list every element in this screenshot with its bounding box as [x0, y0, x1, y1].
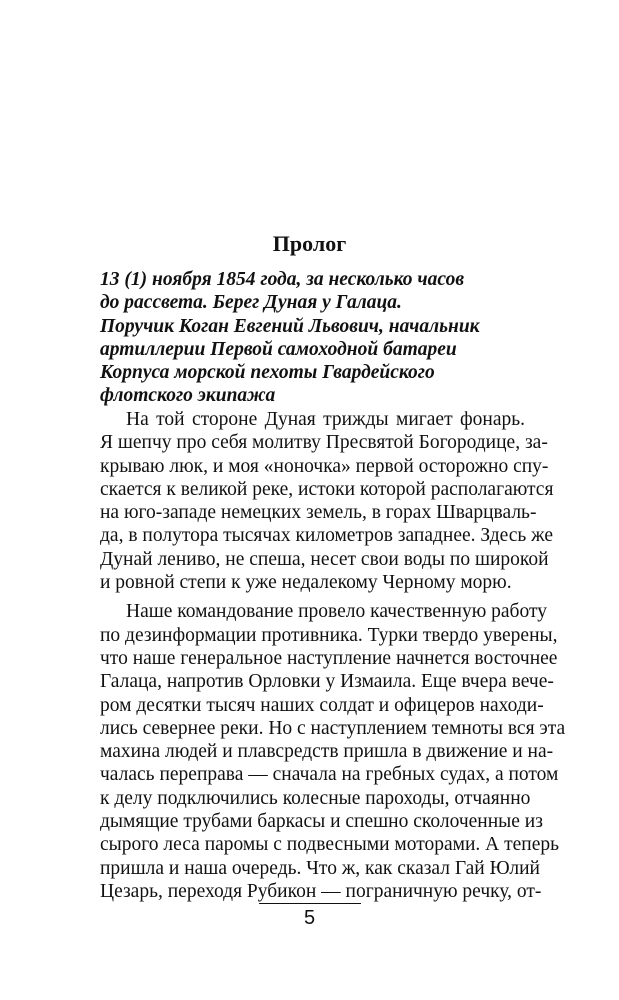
text-line: пришла и наша очередь. Что ж, как сказал Гай Юлий	[100, 857, 540, 879]
text-line: ром десятки тысяч наших солдат и офицеров находи-	[100, 694, 544, 716]
text-line: крываю люк, и моя «ноночка» первой осторожно спу-	[100, 455, 549, 477]
paragraph	[100, 600, 566, 903]
text-line: скается к великой реке, истоки которой располагаются	[100, 478, 554, 500]
text-line: на юго-западе немецких земель, в горах Шварцваль-	[100, 502, 537, 524]
paragraph	[100, 408, 554, 594]
text-line: да, в полутора тысячах километров западнее. Здесь же	[100, 525, 554, 547]
text-line: На той стороне Дуная трижды мигает фонарь.	[126, 409, 525, 430]
text-line: махина людей и плавсредств пришла в движение и на-	[100, 741, 554, 763]
epigraph-line: 13 (1) ноября 1854 года, за несколько часов	[100, 269, 465, 290]
text-line: Дунай лениво, не спеша, несет свои воды по широкой	[100, 548, 549, 570]
text-line: дымящие трубами баркасы и спешно сколоченные из	[100, 811, 543, 833]
text-line: Наше командование провело качественную работу	[126, 601, 547, 623]
text-line: к делу подключились колесные пароходы, отчаянно	[100, 787, 531, 809]
epigraph-line: Корпуса морской пехоты Гвардейского	[100, 362, 435, 384]
chapter-epigraph	[100, 268, 540, 408]
chapter-title: Пролог	[272, 231, 347, 256]
text-line: Цезарь, переходя Рубикон — пограничную речку, от-	[100, 880, 542, 902]
epigraph-line: артиллерии Первой самоходной батареи	[100, 338, 457, 360]
epigraph-line: Поручик Коган Евгений Львович, начальник	[100, 315, 480, 337]
text-line: что наше генеральное наступление начнется восточнее	[100, 647, 558, 669]
text-line: и ровной степи к уже недалекому Черному морю.	[100, 572, 512, 594]
text-line: лись севернее реки. Но с наступлением темноты вся эта	[100, 717, 566, 739]
text-line: Галаца, напротив Орловки у Измаила. Еще вчера вече-	[100, 671, 554, 693]
page-number-rule	[259, 903, 361, 904]
text-line: Я шепчу про себя молитву Пресвятой Богородице, за-	[100, 432, 548, 454]
epigraph-line: до рассвета. Берег Дуная у Галаца.	[100, 292, 402, 314]
body-text	[100, 408, 566, 909]
page-number: 5	[303, 907, 316, 929]
text-line: сырого леса паромы с подвесными моторами. А теперь	[100, 834, 560, 856]
text-line: по дезинформации противника. Турки твердо уверены,	[100, 624, 558, 646]
epigraph-line: флотского экипажа	[100, 385, 276, 407]
text-line: чалась переправа — сначала на гребных судах, а потом	[100, 764, 559, 786]
